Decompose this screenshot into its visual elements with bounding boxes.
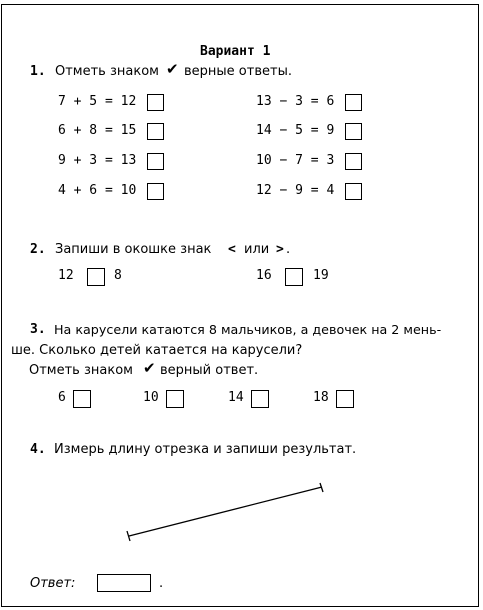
task1-right-equation-2: 14 − 5 = 9 <box>256 123 335 138</box>
task4-number: 4. <box>30 442 46 457</box>
task1-right-equation-3: 10 − 7 = 3 <box>256 153 335 168</box>
task2-period: . <box>286 242 291 257</box>
answer-label: Ответ: <box>30 576 76 591</box>
task1-left-equation-2: 6 + 8 = 15 <box>58 123 137 138</box>
task3-text-after: верный ответ. <box>160 363 259 378</box>
task3-number: 3. <box>30 322 46 337</box>
task3-text-before: Отметь знаком <box>29 363 133 378</box>
task3-option-3: 14 <box>228 390 244 405</box>
task1-left-equation-1: 7 + 5 = 12 <box>58 94 137 109</box>
task3-line2: ше. Сколько детей катается на карусели? <box>11 343 303 358</box>
task1-right-equation-4: 12 − 9 = 4 <box>256 183 335 198</box>
task3-line1: На карусели катаются 8 мальчиков, а девочек на 2 мень- <box>54 322 442 337</box>
task1-right-equation-1: 13 − 3 = 6 <box>256 94 335 109</box>
checkmark-icon: ✔ <box>143 359 156 377</box>
task1-text-before: Отметь знаком <box>55 64 159 79</box>
task2-number: 2. <box>30 242 46 257</box>
task1-number: 1. <box>30 64 46 79</box>
task2-text: Запиши в окошке знак <box>55 242 212 257</box>
task1-left-equation-3: 9 + 3 = 13 <box>58 153 137 168</box>
task2-pair1-a: 12 <box>58 268 74 283</box>
task3-option-1: 6 <box>58 390 66 405</box>
task3-option-4: 18 <box>313 390 329 405</box>
task4-text: Измерь длину отрезка и запиши результат. <box>54 442 357 457</box>
page-title: Вариант 1 <box>200 44 271 59</box>
task3-option-2: 10 <box>143 390 159 405</box>
task2-pair1-b: 8 <box>114 268 122 283</box>
checkmark-icon: ✔ <box>166 60 179 78</box>
answer-period: . <box>159 576 164 591</box>
task1-left-equation-4: 4 + 6 = 10 <box>58 183 137 198</box>
task2-sign-lt: < <box>228 242 236 257</box>
task2-pair2-a: 16 <box>256 268 272 283</box>
task1-text-after: верные ответы. <box>184 64 292 79</box>
answer-input-box[interactable] <box>97 574 151 592</box>
task2-sign-gt: > <box>276 242 284 257</box>
task2-pair2-b: 19 <box>313 268 329 283</box>
task2-or: или <box>244 242 270 257</box>
